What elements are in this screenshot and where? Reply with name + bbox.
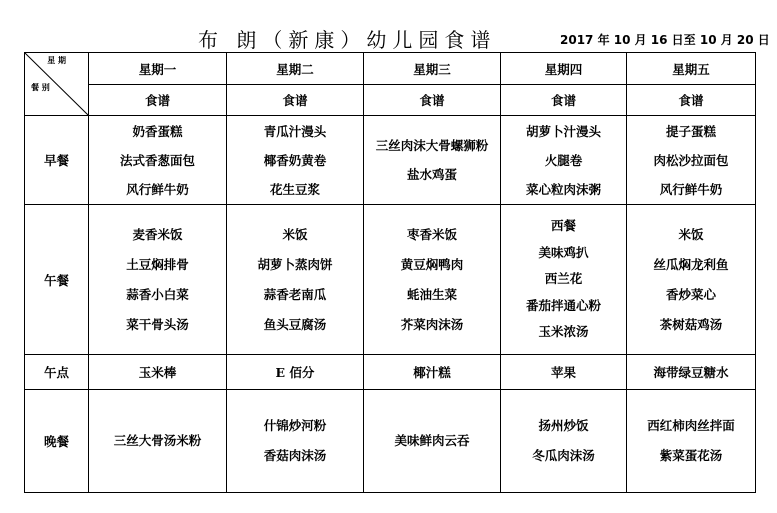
menu-cell: 椰汁糕: [364, 355, 501, 390]
meal-label-breakfast: 早餐: [25, 116, 89, 205]
dish-item: 扬州炒饭: [538, 418, 589, 433]
menu-table: [24, 52, 756, 493]
dish-item: 米饭: [678, 226, 704, 242]
dish-item: 法式香葱面包: [119, 152, 195, 168]
dinner-row: [25, 390, 756, 493]
dish-item: 黄豆焖鸭肉: [400, 256, 464, 272]
dish-item: 菜心粒肉沫粥: [525, 181, 601, 197]
day-header-wed: 星期三: [364, 53, 501, 85]
menu-cell: E 佰分: [227, 355, 364, 390]
menu-cell: [501, 116, 627, 205]
dish-item: 风行鲜牛奶: [659, 181, 723, 197]
dish-item: 盐水鸡蛋: [406, 167, 457, 182]
corner-day-label: 星 期: [47, 55, 66, 65]
date-range: 2017 年 10 月 16 日至 10 月 20 日: [560, 33, 770, 47]
dish-item: 蚝油生菜: [406, 286, 457, 302]
menu-cell: 玉米棒: [89, 355, 227, 390]
menu-cell: [501, 205, 627, 355]
subheader-cell: 食谱: [89, 85, 227, 116]
menu-cell: [227, 390, 364, 493]
subheader-cell: 食谱: [501, 85, 627, 116]
dish-item: 西红柿肉丝拌面: [647, 418, 735, 433]
dish-item: 三丝大骨汤米粉: [113, 433, 202, 448]
meal-label-dinner: 晚餐: [25, 390, 89, 493]
dish-item: 香炒菜心: [665, 286, 716, 302]
dish-item: 胡萝卜蒸肉饼: [257, 256, 333, 272]
dish-item: 芥菜肉沫汤: [400, 316, 464, 332]
dish-item: 茶树菇鸡汤: [659, 316, 723, 332]
dish-item: 玉米浓汤: [538, 324, 589, 340]
menu-cell: [501, 390, 627, 493]
dish-item: 紫菜蛋花汤: [659, 448, 723, 463]
lunch-row: [25, 205, 756, 355]
subheader-row: [25, 85, 756, 116]
dish-item: 香菇肉沫汤: [263, 448, 327, 463]
day-header-thu: 星期四: [501, 53, 627, 85]
snack-row: [25, 355, 756, 390]
menu-cell: [89, 390, 227, 493]
dish-item: 风行鲜牛奶: [126, 181, 189, 197]
dish-item: 菜干骨头汤: [126, 316, 189, 332]
dish-item: 花生豆浆: [269, 181, 320, 197]
subheader-cell: 食谱: [627, 85, 756, 116]
menu-cell: [627, 390, 756, 493]
day-header-tue: 星期二: [227, 53, 364, 85]
menu-cell: 苹果: [501, 355, 627, 390]
dish-item: 蒜香小白菜: [126, 286, 189, 302]
dish-item: 蒜香老南瓜: [263, 286, 327, 302]
day-header-row: [25, 53, 756, 85]
subheader-cell: 食谱: [227, 85, 364, 116]
menu-cell: [89, 116, 227, 205]
menu-cell: [627, 205, 756, 355]
day-header-fri: 星期五: [627, 53, 756, 85]
dish-item: 麦香米饭: [132, 226, 183, 242]
dish-item: 肉松沙拉面包: [653, 152, 729, 168]
dish-item: 椰香奶黄卷: [263, 152, 327, 168]
dish-item: 火腿卷: [544, 152, 583, 168]
dish-item: 鱼头豆腐汤: [263, 316, 327, 332]
menu-cell: [227, 116, 364, 205]
dish-item: 青瓜汁漫头: [263, 123, 327, 139]
dish-item: 枣香米饭: [406, 226, 457, 242]
menu-cell: [89, 205, 227, 355]
menu-cell: [227, 205, 364, 355]
dish-item: 胡萝卜汁漫头: [525, 123, 601, 139]
dish-item: 美味鸡扒: [538, 244, 589, 260]
breakfast-row: [25, 116, 756, 205]
dish-item: 美味鲜肉云吞: [394, 433, 470, 448]
corner-cell: [25, 53, 89, 116]
day-header-mon: 星期一: [89, 53, 227, 85]
dish-item: 土豆焖排骨: [126, 256, 189, 272]
menu-cell: [364, 390, 501, 493]
menu-cell: [364, 205, 501, 355]
menu-cell: [364, 116, 501, 205]
dish-item: 番茄拌通心粉: [525, 297, 601, 313]
dish-item: 奶香蛋糕: [132, 123, 183, 139]
meal-label-lunch: 午餐: [25, 205, 89, 355]
menu-cell: 海带绿豆糖水: [627, 355, 756, 390]
dish-item: 提子蛋糕: [665, 123, 716, 139]
dish-item: 西兰花: [544, 271, 583, 287]
dish-item: 西餐: [550, 218, 576, 234]
dish-item: 三丝肉沫大骨螺狮粉: [375, 138, 489, 153]
dish-item: 米饭: [282, 226, 308, 242]
dish-item: 丝瓜焖龙利鱼: [653, 256, 729, 272]
page-title: 布 朗（新康）幼儿园食谱: [198, 28, 497, 52]
dish-item: 冬瓜肉沫汤: [532, 448, 595, 463]
meal-label-snack: 午点: [25, 355, 89, 390]
dish-item: 什锦炒河粉: [263, 418, 327, 433]
menu-cell: [627, 116, 756, 205]
corner-meal-label: 餐 别: [31, 82, 50, 92]
subheader-cell: 食谱: [364, 85, 501, 116]
